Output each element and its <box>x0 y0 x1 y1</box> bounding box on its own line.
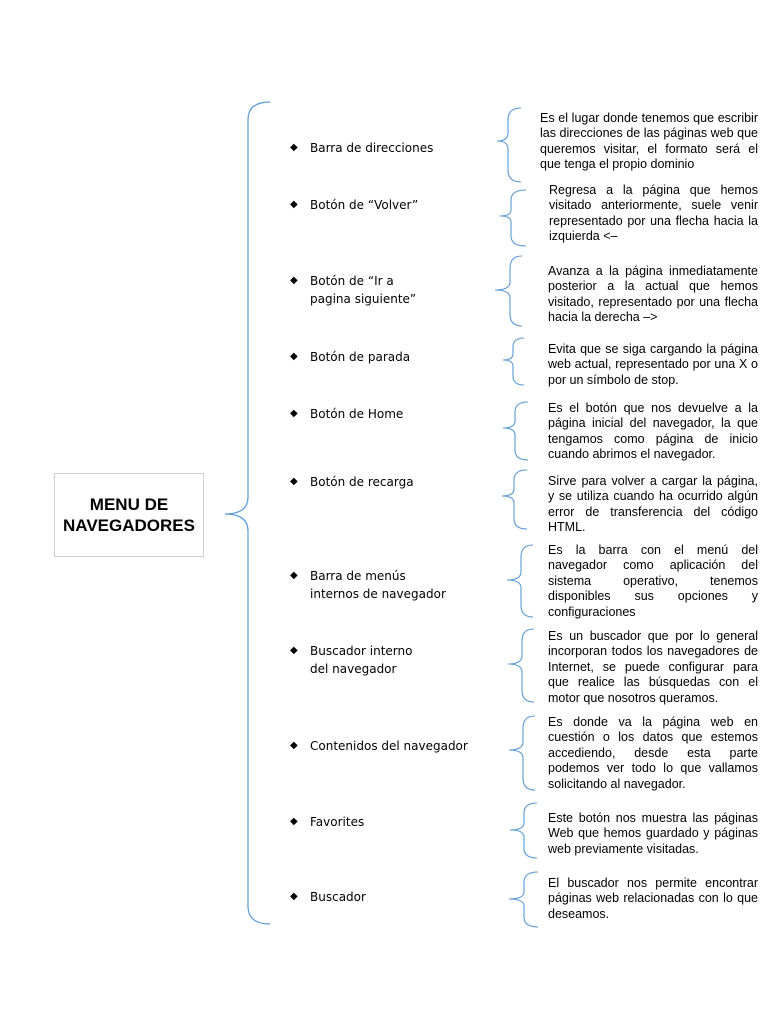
branch-label: Favorites <box>310 815 365 829</box>
branch-label: Barra de direcciones <box>310 141 434 155</box>
item-brace-2 <box>500 190 526 246</box>
branch-description: El buscador nos permite encontrar páginas web relacionadas con lo que deseamos. <box>548 876 758 921</box>
diamond-bullet-icon: ◆ <box>290 408 298 419</box>
branch-item <box>290 139 490 193</box>
item-brace-9 <box>509 716 535 790</box>
diamond-bullet-icon: ◆ <box>290 816 298 827</box>
diamond-bullet-icon: ◆ <box>290 275 298 286</box>
diamond-bullet-icon: ◆ <box>290 740 298 751</box>
item-brace-8 <box>508 629 534 702</box>
branch-item <box>290 737 490 791</box>
item-brace-5 <box>503 402 528 460</box>
branch-description: Es la barra con el menú del navegador como aplicación del sistema operativo, tenemos disponibles sus opciones y configuraciones <box>548 543 758 619</box>
item-brace-1 <box>497 108 521 182</box>
diamond-bullet-icon: ◆ <box>290 570 298 581</box>
branch-label: Botón de Home <box>310 407 404 421</box>
branch-item <box>290 272 490 326</box>
branch-item <box>290 813 490 867</box>
branch-item <box>290 567 490 621</box>
diamond-bullet-icon: ◆ <box>290 142 298 153</box>
root-node-box: MENU DE NAVEGADORES <box>54 473 204 557</box>
branch-item <box>290 348 490 402</box>
diamond-bullet-icon: ◆ <box>290 645 298 656</box>
item-brace-3 <box>495 256 522 326</box>
branch-item <box>290 196 490 250</box>
branch-label: Botón de “Ir a pagina siguiente” <box>310 274 417 306</box>
branch-label: Botón de parada <box>310 350 411 364</box>
branch-item <box>290 405 490 459</box>
branch-description: Regresa a la página que hemos visitado anteriormente, suele venir representado por una flecha hacia la izquierda <– <box>549 183 758 244</box>
diamond-bullet-icon: ◆ <box>290 199 298 210</box>
branch-item <box>290 888 490 942</box>
diamond-bullet-icon: ◆ <box>290 476 298 487</box>
branch-description: Avanza a la página inmediatamente posterior a la actual que hemos visitado, representado por una flecha hacia la derecha –> <box>548 264 758 325</box>
branch-description: Es un buscador que por lo general incorporan todos los navegadores de Internet, se puede configurar para que realice las búsquedas con el motor que nosotros queramos. <box>548 629 758 705</box>
branch-label: Buscador interno del navegador <box>310 644 413 676</box>
branch-label: Botón de “Volver” <box>310 198 419 212</box>
main-brace <box>225 102 270 924</box>
branch-description: Este botón nos muestra las páginas Web que hemos guardado y páginas web previamente visitadas. <box>548 811 758 856</box>
branch-label: Buscador <box>310 890 366 904</box>
item-brace-7 <box>507 545 533 617</box>
item-brace-6 <box>502 470 527 529</box>
branch-label: Botón de recarga <box>310 475 414 489</box>
branch-description: Es el lugar donde tenemos que escribir las direcciones de las páginas web que queremos visitar, el formato será el que tenga el propio dominio <box>540 111 758 172</box>
item-brace-4 <box>503 338 524 385</box>
branch-description: Sirve para volver a cargar la página, y se utiliza cuando ha ocurrido algún error de transferencia del código HTML. <box>548 474 758 535</box>
branch-label: Contenidos del navegador <box>310 739 468 753</box>
item-brace-11 <box>509 872 538 927</box>
branch-description: Evita que se siga cargando la página web actual, representado por una X o por un símbolo de stop. <box>548 342 758 387</box>
diamond-bullet-icon: ◆ <box>290 891 298 902</box>
item-brace-10 <box>510 803 537 858</box>
diamond-bullet-icon: ◆ <box>290 351 298 362</box>
branch-description: Es donde va la página web en cuestión o los datos que estemos accediendo, desde esta parte podemos ver todo lo que vallamos solicitando al navegador. <box>548 715 758 791</box>
branch-label: Barra de menús internos de navegador <box>310 569 446 601</box>
branch-description: Es el botón que nos devuelve a la página inicial del navegador, la que tengamos como página de inicio cuando abrimos el navegador. <box>548 401 758 462</box>
branch-item <box>290 642 490 696</box>
branch-item <box>290 473 490 527</box>
